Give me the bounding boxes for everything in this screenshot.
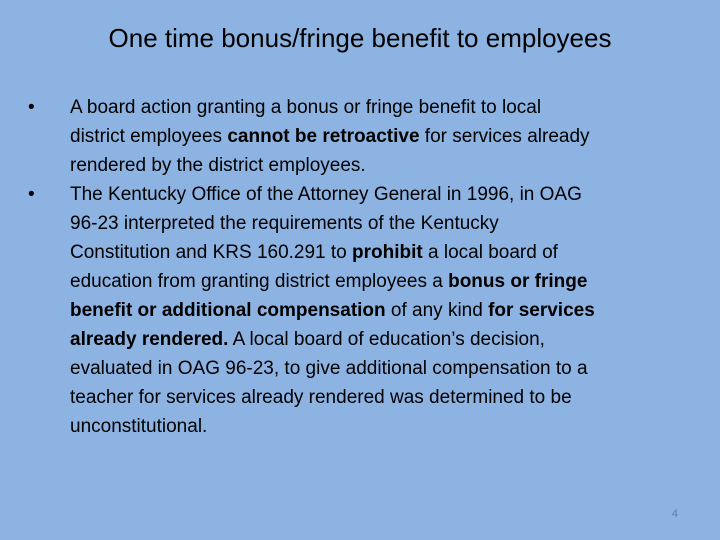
bullet-line <box>70 209 688 238</box>
body-text: The Kentucky Office of the Attorney General in 1996, in OAG <box>70 184 582 205</box>
bold-text: prohibit <box>352 242 423 263</box>
bullet-line <box>70 325 688 354</box>
body-text: teacher for services already rendered was determined to be <box>70 387 572 408</box>
bullet-line <box>70 296 688 325</box>
body-text: rendered by the district employees. <box>70 155 366 176</box>
body-text: unconstitutional. <box>70 416 208 437</box>
bullet-line <box>70 93 688 122</box>
bullet-line <box>70 383 688 412</box>
body-text: 96-23 interpreted the requirements of the Kentucky <box>70 213 499 234</box>
slide-title: One time bonus/fringe benefit to employees <box>108 23 612 53</box>
bold-text: already rendered. <box>70 329 229 350</box>
bullet-line <box>70 267 688 296</box>
page-number: 4 <box>671 508 678 520</box>
bullet-line <box>70 354 688 383</box>
body-text: education from granting district employees a <box>70 271 449 292</box>
bold-text: benefit or additional compensation <box>70 300 386 321</box>
bullet-marker: • <box>28 184 35 205</box>
bullet-line <box>70 412 688 441</box>
bullet-line <box>70 151 688 180</box>
body-text: A local board of education’s decision, <box>228 329 545 350</box>
body-text: evaluated in OAG 96-23, to give additional compensation to a <box>70 358 588 379</box>
bullet-marker: • <box>28 97 35 118</box>
bullet-line <box>70 180 688 209</box>
bullet-item <box>26 180 688 441</box>
body-text: for services already <box>419 126 590 147</box>
bullet-item <box>26 93 688 180</box>
body-text: Constitution and KRS 160.291 to <box>70 242 353 263</box>
bold-text: cannot be retroactive <box>227 126 420 147</box>
bold-text: for services <box>488 300 595 321</box>
body-text: a local board of <box>422 242 558 263</box>
bold-text: bonus or fringe <box>448 271 588 292</box>
bullet-list <box>26 93 688 441</box>
body-text: A board action granting a bonus or fringe benefit to local <box>70 97 542 118</box>
bullet-line <box>70 238 688 267</box>
bullet-line <box>70 122 688 151</box>
body-text: district employees <box>70 126 228 147</box>
body-text: of any kind <box>385 300 489 321</box>
